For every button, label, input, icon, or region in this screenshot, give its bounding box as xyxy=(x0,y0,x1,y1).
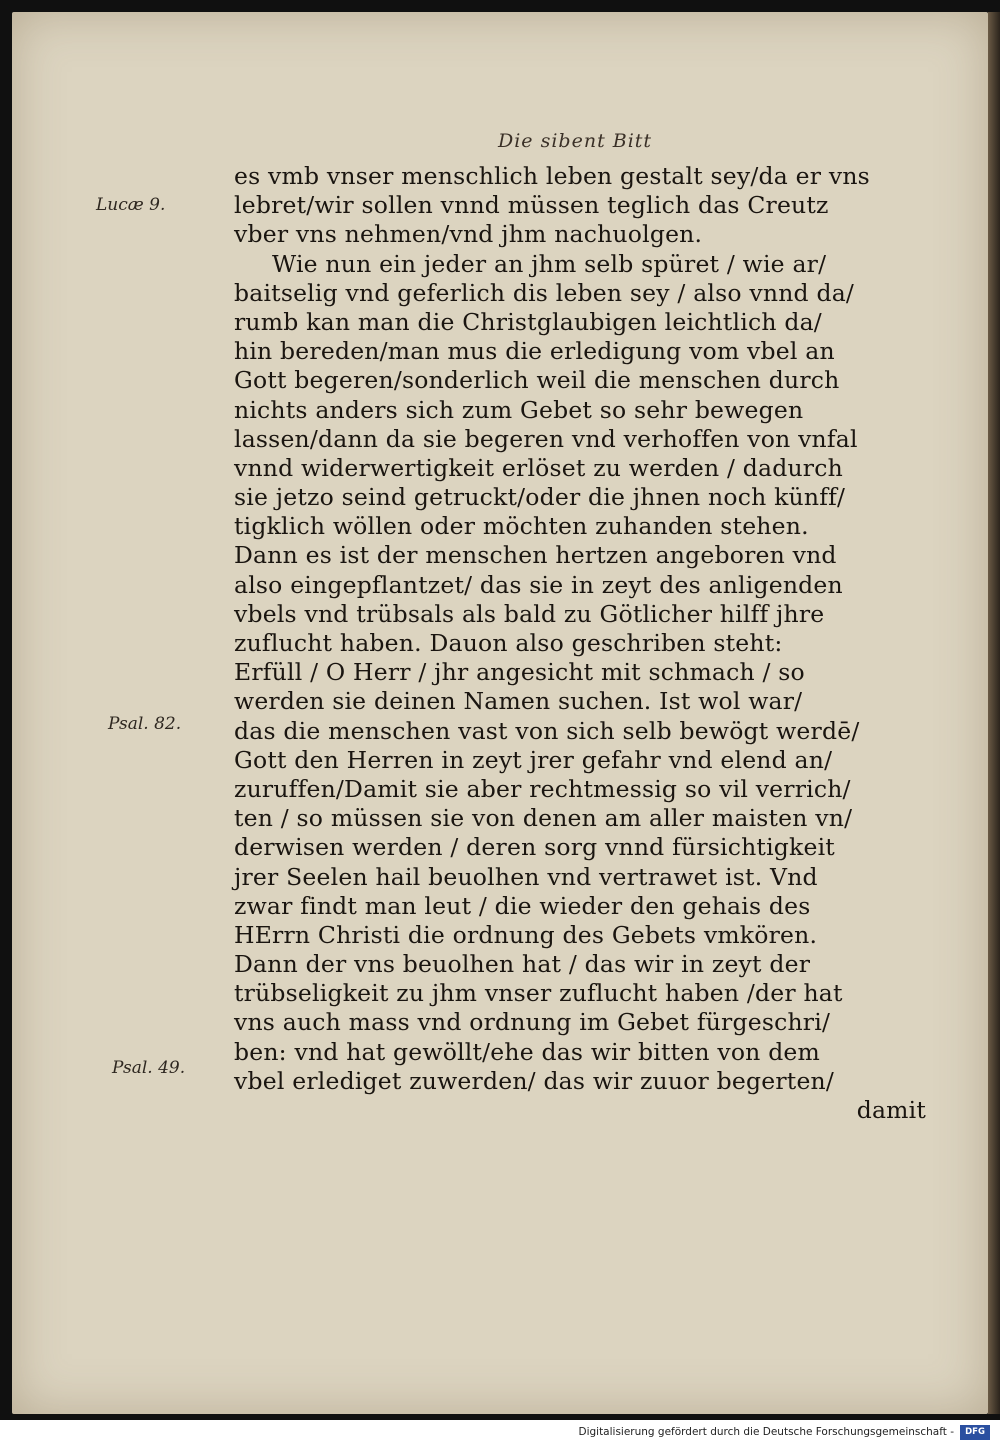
dfg-logo-icon: DFG xyxy=(960,1425,990,1440)
text-line: Wie nun ein jeder an jhm selb spüret / wie ar/ xyxy=(272,249,827,278)
marginal-note-1: Lucæ 9. xyxy=(96,195,166,215)
text-line: jrer Seelen hail beuolhen vnd vertrawet ist. Vnd xyxy=(234,862,818,891)
text-line: vber vns nehmen/vnd jhm nachuolgen. xyxy=(234,220,703,249)
text-line: zuflucht haben. Dauon also geschriben steht: xyxy=(234,629,783,657)
text-line: das die menschen vast von sich selb bewögt werdē/ xyxy=(234,716,860,745)
page-edge xyxy=(988,12,1000,1414)
text-line: derwisen werden / deren sorg vnnd fürsichtigkeit xyxy=(234,833,835,862)
text-line: rumb kan man die Christglaubigen leichtlich da/ xyxy=(234,307,822,336)
running-head: Die sibent Bitt xyxy=(498,130,653,152)
text-line: Gott begeren/sonderlich weil die menschen durch xyxy=(234,366,840,395)
body-text xyxy=(234,162,934,1125)
text-line: zuruffen/Damit sie aber rechtmessig so vil verrich/ xyxy=(234,774,851,803)
marginal-note-3: Psal. 49. xyxy=(112,1058,186,1078)
footer-bar xyxy=(0,1420,1000,1446)
text-line: hin bereden/man mus die erledigung vom vbel an xyxy=(234,337,835,366)
text-line: Dann es ist der menschen hertzen angeboren vnd xyxy=(234,541,837,570)
text-line: baitselig vnd geferlich dis leben sey / also vnnd da/ xyxy=(234,278,855,307)
text-line: sie jetzo seind getruckt/oder die jhnen noch künff/ xyxy=(234,483,846,512)
text-line: ten / so müssen sie von denen am aller maisten vn/ xyxy=(234,804,853,833)
text-line: vnnd widerwertigkeit erlöset zu werden / dadurch xyxy=(234,453,843,482)
text-line: ben: vnd hat gewöllt/ehe das wir bitten von dem xyxy=(234,1037,821,1066)
book-page xyxy=(12,12,988,1414)
text-line: also eingepflantzet/ das sie in zeyt des anligenden xyxy=(234,570,843,599)
text-line: es vmb vnser menschlich leben gestalt sey/da er vns xyxy=(234,162,870,190)
text-line: Gott den Herren in zeyt jrer gefahr vnd elend an/ xyxy=(234,745,833,774)
text-line: Dann der vns beuolhen hat / das wir in zeyt der xyxy=(234,950,811,979)
footer-credit: Digitalisierung gefördert durch die Deutsche Forschungsgemeinschaft - xyxy=(578,1426,954,1438)
text-line: werden sie deinen Namen suchen. Ist wol war/ xyxy=(234,687,803,716)
catchword: damit xyxy=(856,1096,926,1124)
text-line: HErrn Christi die ordnung des Gebets vmkören. xyxy=(234,920,818,949)
text-line: vbel erlediget zuwerden/ das wir zuuor begerten/ xyxy=(234,1066,835,1095)
text-line: vns auch mass vnd ordnung im Gebet fürgeschri/ xyxy=(234,1008,831,1037)
text-line: Erfüll / O Herr / jhr angesicht mit schmach / so xyxy=(234,658,805,687)
text-line: trübseligkeit zu jhm vnser zuflucht haben /der hat xyxy=(234,979,843,1008)
text-line: zwar findt man leut / die wieder den gehais des xyxy=(234,891,811,920)
text-line: lebret/wir sollen vnnd müssen teglich das Creutz xyxy=(234,191,829,220)
text-line: vbels vnd trübsals als bald zu Götlicher hilff jhre xyxy=(234,599,825,628)
text-line: lassen/dann da sie begeren vnd verhoffen von vnfal xyxy=(234,424,858,453)
text-line: tigklich wöllen oder möchten zuhanden stehen. xyxy=(234,512,809,541)
text-line: nichts anders sich zum Gebet so sehr bewegen xyxy=(234,395,804,424)
marginal-note-2: Psal. 82. xyxy=(108,714,182,734)
